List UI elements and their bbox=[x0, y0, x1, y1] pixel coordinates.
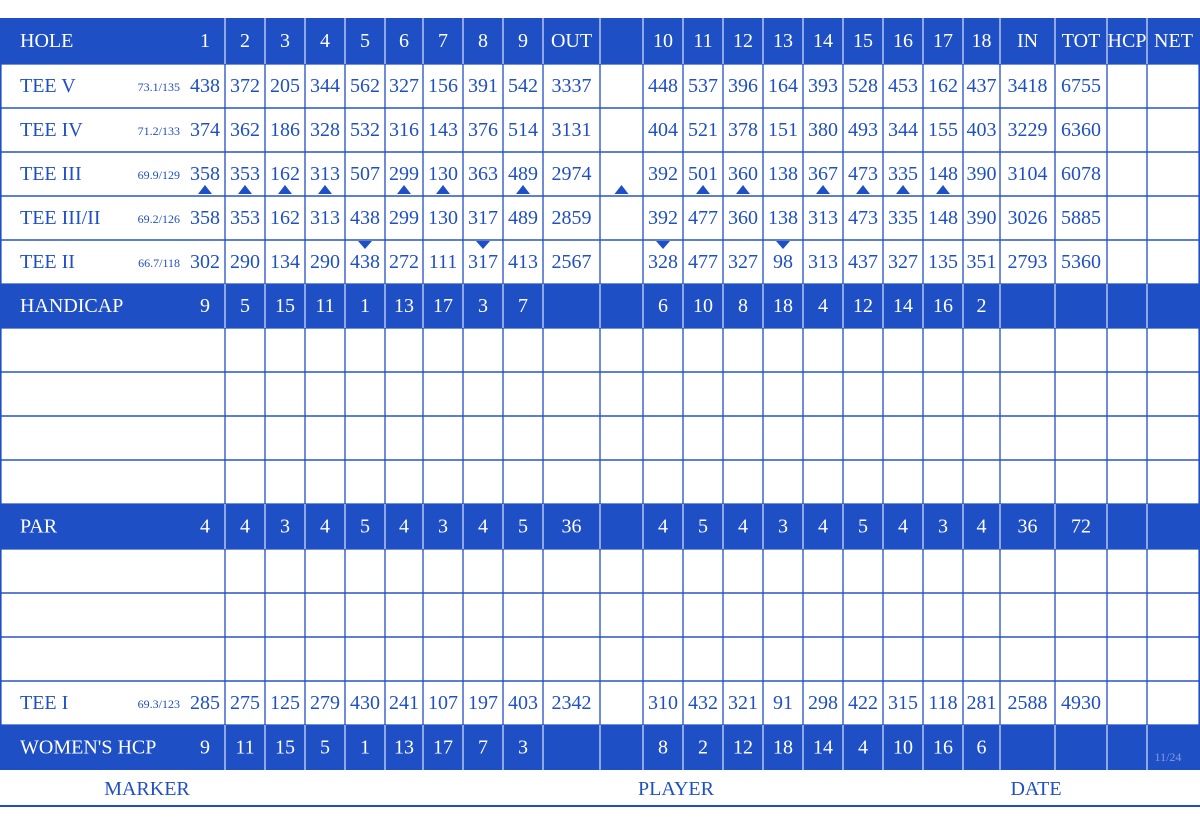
tees-3-cell: 130 bbox=[428, 207, 458, 229]
handicap-cell: 7 bbox=[518, 295, 528, 317]
tees-1-cell: 328 bbox=[310, 119, 340, 141]
par-label: PAR bbox=[20, 515, 58, 538]
tees-4-cell: 302 bbox=[190, 251, 220, 273]
tees-2-cell: 6078 bbox=[1061, 163, 1101, 185]
header-cell: 7 bbox=[438, 30, 448, 52]
tees-1-cell: 403 bbox=[966, 119, 997, 141]
par-cell: 4 bbox=[200, 515, 210, 538]
tees-0-cell: 448 bbox=[648, 75, 678, 97]
tee-one-cell: 125 bbox=[270, 692, 300, 714]
tee-one-cell: 310 bbox=[648, 692, 678, 714]
tees-3-cell: 138 bbox=[768, 207, 798, 229]
tees-1-cell: 3229 bbox=[1007, 119, 1048, 141]
marker-label: MARKER bbox=[104, 778, 190, 800]
tee-one-cell: 2588 bbox=[1007, 692, 1048, 714]
tees-4-cell: 2567 bbox=[551, 251, 592, 273]
tee-one-cell: 118 bbox=[928, 692, 958, 714]
tees-1-cell: 362 bbox=[230, 119, 260, 141]
tees-2-cell: 3104 bbox=[1007, 163, 1048, 185]
date-label: DATE bbox=[1010, 778, 1062, 800]
tees-4-rating: 66.7/118 bbox=[138, 256, 180, 270]
tees-0-cell: 344 bbox=[310, 75, 340, 97]
tees-0-cell: 562 bbox=[350, 75, 380, 97]
tees-2-cell: 489 bbox=[508, 163, 538, 185]
tee-one-cell: 279 bbox=[310, 692, 340, 714]
tees-2-cell: 360 bbox=[728, 163, 758, 185]
tees-2-rating: 69.9/129 bbox=[137, 168, 180, 182]
tees-2-cell: 313 bbox=[310, 163, 340, 185]
par-cell: 4 bbox=[478, 515, 488, 538]
tee-one-cell: 4930 bbox=[1061, 692, 1101, 714]
womens-hcp-cell: 18 bbox=[773, 736, 793, 759]
tees-1-cell: 151 bbox=[768, 119, 798, 141]
par-cell: 4 bbox=[818, 515, 828, 538]
tees-1-cell: 6360 bbox=[1061, 119, 1101, 141]
tees-2-cell: 2974 bbox=[551, 163, 592, 185]
womens-hcp-cell: 2 bbox=[698, 736, 708, 759]
tees-2-cell: 138 bbox=[768, 163, 798, 185]
tees-2-cell: 507 bbox=[350, 163, 380, 185]
par-cell: 4 bbox=[399, 515, 409, 538]
par-cell: 3 bbox=[280, 515, 290, 538]
par-cell: 3 bbox=[778, 515, 788, 538]
header-cell: 9 bbox=[518, 30, 528, 52]
handicap-cell: 5 bbox=[240, 295, 250, 317]
womens-hcp-cell: 10 bbox=[893, 736, 913, 759]
header-cell: 18 bbox=[971, 30, 992, 52]
tees-4-cell: 2793 bbox=[1007, 251, 1048, 273]
tees-1-cell: 376 bbox=[468, 119, 498, 141]
womens-hcp-cell: 7 bbox=[478, 736, 488, 759]
tees-4-cell: 328 bbox=[648, 251, 678, 273]
tee-one-cell: 107 bbox=[428, 692, 458, 714]
tee-one-cell: 197 bbox=[468, 692, 498, 714]
tee-one-cell: 275 bbox=[230, 692, 260, 714]
tees-0-cell: 162 bbox=[928, 75, 958, 97]
tees-0-cell: 391 bbox=[468, 75, 498, 97]
tees-0-cell: 3418 bbox=[1007, 75, 1048, 97]
header-cell: 11 bbox=[693, 30, 713, 52]
tees-1-cell: 521 bbox=[688, 119, 718, 141]
womens-hcp-cell: 11 bbox=[235, 736, 255, 759]
tees-4-cell: 438 bbox=[350, 251, 380, 273]
header-cell: 12 bbox=[733, 30, 753, 52]
tees-4-cell: 290 bbox=[310, 251, 340, 273]
handicap-cell: 10 bbox=[693, 295, 713, 317]
tees-1-cell: 404 bbox=[648, 119, 678, 141]
handicap-cell: 3 bbox=[478, 295, 488, 317]
tee-one-cell: 91 bbox=[773, 692, 793, 714]
tees-1-cell: 532 bbox=[350, 119, 380, 141]
womens-hcp-cell: 4 bbox=[858, 736, 868, 759]
par-cell: 4 bbox=[240, 515, 250, 538]
tee-one-cell: 315 bbox=[888, 692, 918, 714]
handicap-cell: 15 bbox=[275, 295, 295, 317]
header-cell: TOT bbox=[1061, 30, 1101, 52]
tees-3-cell: 5885 bbox=[1061, 207, 1101, 229]
handicap-cell: 16 bbox=[933, 295, 953, 317]
par-cell: 4 bbox=[898, 515, 908, 538]
tees-2-cell: 130 bbox=[428, 163, 458, 185]
tees-2-cell: 390 bbox=[966, 163, 997, 185]
tees-0-cell: 438 bbox=[190, 75, 220, 97]
tees-3-cell: 473 bbox=[848, 207, 878, 229]
womens-hcp-label: WOMEN'S HCP bbox=[20, 736, 157, 759]
tee-one-cell: 432 bbox=[688, 692, 718, 714]
tees-3-rating: 69.2/126 bbox=[137, 212, 180, 226]
tees-0-cell: 6755 bbox=[1061, 75, 1101, 97]
tees-3-cell: 148 bbox=[928, 207, 958, 229]
tees-1-cell: 380 bbox=[808, 119, 838, 141]
tees-1-cell: 378 bbox=[728, 119, 758, 141]
tees-2-cell: 148 bbox=[928, 163, 958, 185]
player-label: PLAYER bbox=[638, 778, 714, 800]
tee-one-cell: 281 bbox=[966, 692, 997, 714]
par-cell: 4 bbox=[658, 515, 668, 538]
handicap-cell: 14 bbox=[893, 295, 913, 317]
tees-0-cell: 327 bbox=[389, 75, 419, 97]
womens-hcp-cell: 13 bbox=[394, 736, 414, 759]
tees-0-cell: 393 bbox=[808, 75, 838, 97]
tees-4-cell: 413 bbox=[508, 251, 538, 273]
tees-2-cell: 367 bbox=[808, 163, 838, 185]
tee-one-label: TEE I bbox=[20, 692, 69, 714]
header-cell: 15 bbox=[853, 30, 873, 52]
tees-0-label: TEE V bbox=[20, 75, 76, 97]
handicap-label: HANDICAP bbox=[20, 295, 124, 317]
tees-1-cell: 186 bbox=[270, 119, 300, 141]
womens-hcp-cell: 8 bbox=[658, 736, 668, 759]
womens-hcp-cell: 17 bbox=[433, 736, 453, 759]
tees-4-cell: 351 bbox=[966, 251, 997, 273]
handicap-cell: 6 bbox=[658, 295, 668, 317]
par-cell: 4 bbox=[976, 515, 987, 538]
tees-1-rating: 71.2/133 bbox=[137, 124, 180, 138]
tees-3-cell: 489 bbox=[508, 207, 538, 229]
par-cell: 5 bbox=[698, 515, 708, 538]
womens-hcp-cell: 6 bbox=[976, 736, 987, 759]
tees-2-cell: 353 bbox=[230, 163, 260, 185]
tees-3-cell: 477 bbox=[688, 207, 718, 229]
tee-one-cell: 430 bbox=[350, 692, 380, 714]
tees-1-cell: 493 bbox=[848, 119, 878, 141]
handicap-cell: 4 bbox=[818, 295, 828, 317]
womens-hcp-cell: 3 bbox=[518, 736, 528, 759]
header-cell: NET bbox=[1154, 30, 1193, 52]
tees-4-label: TEE II bbox=[20, 251, 75, 273]
tees-2-cell: 473 bbox=[848, 163, 878, 185]
womens-hcp-cell: 16 bbox=[933, 736, 953, 759]
tees-1-label: TEE IV bbox=[20, 119, 83, 141]
tees-3-cell: 392 bbox=[648, 207, 678, 229]
tees-4-cell: 313 bbox=[808, 251, 838, 273]
tees-4-cell: 327 bbox=[728, 251, 758, 273]
tee-one-cell: 285 bbox=[190, 692, 220, 714]
tees-4-cell: 317 bbox=[468, 251, 498, 273]
tees-3-cell: 438 bbox=[350, 207, 380, 229]
tees-4-cell: 327 bbox=[888, 251, 918, 273]
tees-3-cell: 299 bbox=[389, 207, 419, 229]
womens-hcp-cell: 9 bbox=[200, 736, 210, 759]
par-cell: 4 bbox=[738, 515, 748, 538]
tees-2-cell: 299 bbox=[389, 163, 419, 185]
tees-4-cell: 437 bbox=[848, 251, 878, 273]
handicap-cell: 12 bbox=[853, 295, 873, 317]
par-cell: 36 bbox=[1017, 515, 1038, 538]
womens-hcp-cell: 15 bbox=[275, 736, 295, 759]
womens-hcp-cell: 5 bbox=[320, 736, 330, 759]
tees-3-cell: 2859 bbox=[551, 207, 592, 229]
tees-1-cell: 374 bbox=[190, 119, 220, 141]
tee-one-cell: 403 bbox=[508, 692, 538, 714]
tees-1-cell: 316 bbox=[389, 119, 419, 141]
par-cell: 5 bbox=[858, 515, 868, 538]
tees-4-cell: 5360 bbox=[1061, 251, 1101, 273]
par-cell: 5 bbox=[518, 515, 528, 538]
tee-one-cell: 321 bbox=[728, 692, 758, 714]
tees-1-cell: 143 bbox=[428, 119, 458, 141]
tees-4-cell: 98 bbox=[773, 251, 793, 273]
par-cell: 5 bbox=[360, 515, 370, 538]
header-cell: OUT bbox=[550, 30, 593, 52]
header-cell: 6 bbox=[399, 30, 409, 52]
header-label: HOLE bbox=[20, 30, 74, 52]
womens-hcp-cell: 14 bbox=[813, 736, 833, 759]
tees-3-cell: 353 bbox=[230, 207, 260, 229]
tees-2-cell: 392 bbox=[648, 163, 678, 185]
handicap-cell: 1 bbox=[360, 295, 370, 317]
tees-4-cell: 477 bbox=[688, 251, 718, 273]
womens-hcp-cell: 1 bbox=[360, 736, 370, 759]
tees-0-cell: 372 bbox=[230, 75, 260, 97]
tees-1-cell: 155 bbox=[928, 119, 958, 141]
header-cell: 8 bbox=[478, 30, 488, 52]
tees-2-cell: 335 bbox=[888, 163, 918, 185]
header-cell: 5 bbox=[360, 30, 370, 52]
tees-3-label: TEE III/II bbox=[20, 207, 101, 229]
tees-4-cell: 134 bbox=[270, 251, 300, 273]
tees-0-cell: 164 bbox=[768, 75, 798, 97]
header-cell: 3 bbox=[280, 30, 290, 52]
tees-2-cell: 358 bbox=[190, 163, 220, 185]
header-cell: HCP bbox=[1107, 30, 1147, 52]
header-cell: 13 bbox=[773, 30, 793, 52]
handicap-cell: 13 bbox=[394, 295, 414, 317]
tees-0-cell: 542 bbox=[508, 75, 538, 97]
header-cell: 4 bbox=[320, 30, 330, 52]
tees-1-cell: 514 bbox=[508, 119, 538, 141]
tees-2-cell: 501 bbox=[688, 163, 718, 185]
header-cell: 1 bbox=[200, 30, 210, 52]
tees-0-cell: 528 bbox=[848, 75, 878, 97]
tees-3-cell: 358 bbox=[190, 207, 220, 229]
tees-0-cell: 205 bbox=[270, 75, 300, 97]
tees-0-rating: 73.1/135 bbox=[137, 80, 180, 94]
header-cell: 10 bbox=[653, 30, 673, 52]
tees-2-label: TEE III bbox=[20, 163, 82, 185]
par-cell: 3 bbox=[938, 515, 948, 538]
tees-4-cell: 272 bbox=[389, 251, 419, 273]
tees-3-cell: 313 bbox=[310, 207, 340, 229]
par-cell: 3 bbox=[438, 515, 448, 538]
womens-hcp-cell: 12 bbox=[733, 736, 753, 759]
tee-one-cell: 2342 bbox=[551, 692, 592, 714]
tees-0-cell: 396 bbox=[728, 75, 758, 97]
tees-3-cell: 3026 bbox=[1007, 207, 1048, 229]
handicap-cell: 8 bbox=[738, 295, 748, 317]
par-cell: 4 bbox=[320, 515, 330, 538]
handicap-cell: 17 bbox=[433, 295, 453, 317]
tees-0-cell: 453 bbox=[888, 75, 918, 97]
header-cell: 17 bbox=[933, 30, 953, 52]
tee-one-cell: 298 bbox=[808, 692, 838, 714]
handicap-cell: 2 bbox=[976, 295, 987, 317]
tees-3-cell: 335 bbox=[888, 207, 918, 229]
tees-3-cell: 390 bbox=[966, 207, 997, 229]
tees-1-cell: 344 bbox=[888, 119, 918, 141]
tees-0-cell: 437 bbox=[966, 75, 997, 97]
tees-0-cell: 156 bbox=[428, 75, 458, 97]
tees-3-cell: 313 bbox=[808, 207, 838, 229]
tees-4-cell: 135 bbox=[928, 251, 958, 273]
tees-4-cell: 290 bbox=[230, 251, 260, 273]
tee-one-cell: 422 bbox=[848, 692, 878, 714]
par-cell: 36 bbox=[561, 515, 582, 538]
par-cell: 72 bbox=[1071, 515, 1091, 538]
version-code: 11/24 bbox=[1154, 750, 1182, 764]
tees-2-cell: 162 bbox=[270, 163, 300, 185]
tees-2-cell: 363 bbox=[468, 163, 498, 185]
header-cell: 16 bbox=[893, 30, 913, 52]
tees-3-cell: 162 bbox=[270, 207, 300, 229]
tee-one-cell: 241 bbox=[389, 692, 419, 714]
header-cell: 14 bbox=[813, 30, 833, 52]
tees-3-cell: 317 bbox=[468, 207, 498, 229]
header-cell: 2 bbox=[240, 30, 250, 52]
handicap-cell: 11 bbox=[315, 295, 335, 317]
handicap-cell: 18 bbox=[773, 295, 793, 317]
header-cell: IN bbox=[1016, 30, 1039, 52]
tees-0-cell: 3337 bbox=[551, 75, 592, 97]
tees-1-cell: 3131 bbox=[551, 119, 592, 141]
tees-0-cell: 537 bbox=[688, 75, 718, 97]
tees-3-cell: 360 bbox=[728, 207, 758, 229]
tees-4-cell: 111 bbox=[428, 251, 458, 273]
tee-one-rating: 69.3/123 bbox=[137, 697, 180, 711]
handicap-cell: 9 bbox=[200, 295, 210, 317]
